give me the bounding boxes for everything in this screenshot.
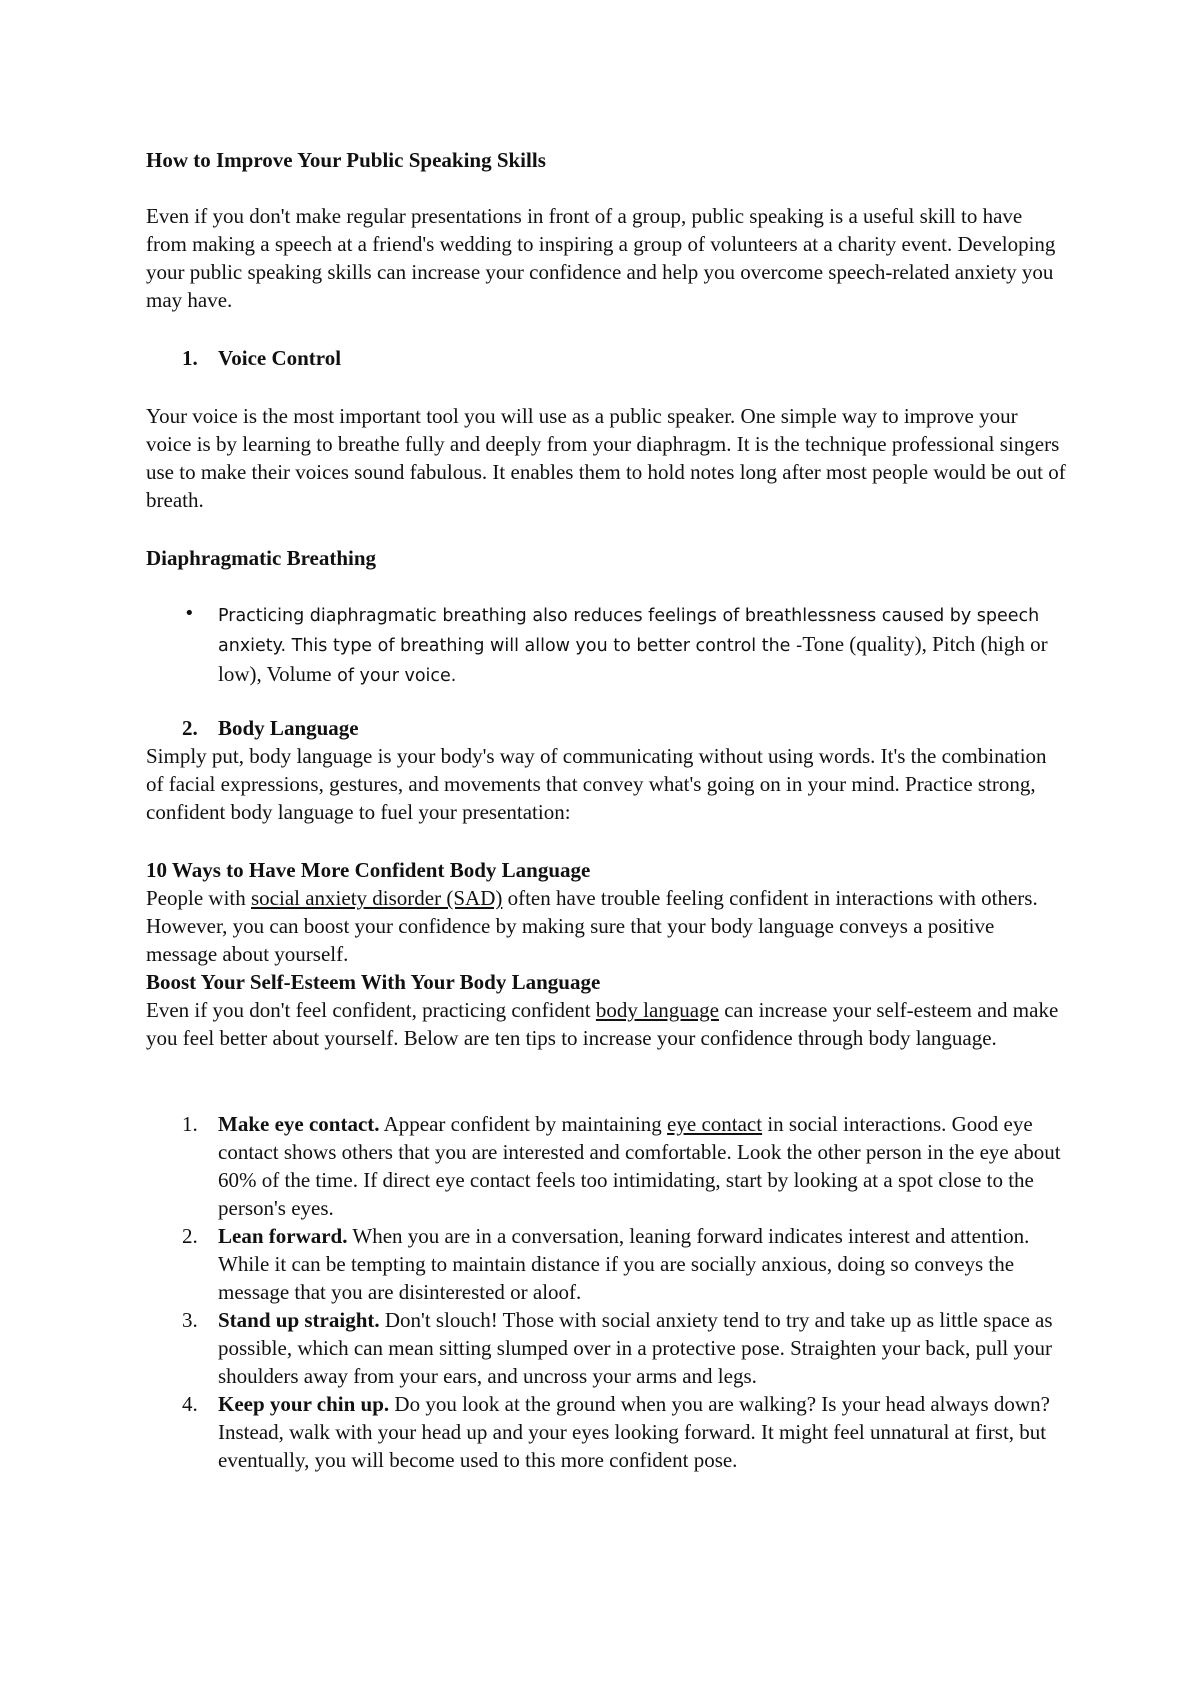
eye-contact-link[interactable]: eye contact [667, 1112, 763, 1136]
intro-paragraph: Even if you don't make regular presentations in front of a group, public speaking is a useful skill to have from making a speech at a friend's wedding to inspiring a group of volunteers at a charity event. Developing your public speaking skills can increase your confidence and help you overcome speech-related anxiety you may have. [146, 204, 1056, 312]
tip-item-stand-up-straight [146, 1306, 1066, 1390]
tip-number: 4. [182, 1392, 198, 1416]
boost-heading: Boost Your Self-Esteem With Your Body Language [146, 970, 601, 994]
ten-ways-text-before: People with [146, 886, 251, 910]
sad-link[interactable]: social anxiety disorder (SAD) [251, 886, 503, 910]
section-heading-voice-control [146, 344, 1066, 372]
bullet-icon: • [184, 603, 195, 624]
voice-control-paragraph: Your voice is the most important tool you will use as a public speaker. One simple way to improve your voice is by learning to breathe fully and deeply from your diaphragm. It is the technique professional singers use to make their voices sound fabulous. It enables them to hold notes long after most people would be out of breath. [146, 404, 1066, 512]
boost-text-after: can increase your self-esteem and make you feel better about yourself. Below are ten tips to increase your confidence through body language. [146, 998, 1059, 1050]
boost-text-before: Even if you don't feel confident, practicing confident [146, 998, 596, 1022]
bullet-text-part3: of your voice. [331, 666, 457, 686]
tip-title: Make eye contact. [218, 1112, 380, 1136]
body-language-link[interactable]: body language [595, 998, 719, 1022]
tip-title: Lean forward. [218, 1224, 348, 1248]
boost-paragraph [146, 996, 1066, 1052]
section-number: 2. [182, 716, 198, 740]
tip-item-lean-forward [146, 1222, 1066, 1306]
tips-list [146, 1110, 1066, 1474]
ten-ways-text-after: often have trouble feeling confident in interactions with others. However, you can boost your confidence by making sure that your body language conveys a positive message about yourself. [146, 886, 1038, 966]
tip-text: When you are in a conversation, leaning forward indicates interest and attention. While it can be tempting to maintain distance if you are socially anxious, doing so conveys the message that you are disinterested or aloof. [218, 1224, 1030, 1304]
bullet-text-part2: Tone (quality), Pitch (high or low), Volume [218, 632, 1048, 686]
tip-text: Don't slouch! Those with social anxiety tend to try and take up as little space as possible, which can mean sitting slumped over in a protective pose. Straighten your back, pull your shoulders away from your ears, and uncross your arms and legs. [218, 1308, 1053, 1388]
section-number: 1. [182, 346, 198, 370]
diaphragmatic-heading: Diaphragmatic Breathing [146, 546, 377, 570]
document-title: How to Improve Your Public Speaking Skills [146, 148, 546, 172]
ten-ways-paragraph [146, 884, 1066, 968]
tip-text-after: in social interactions. Good eye contact shows others that you are interested and comfortable. Look the other person in the eye about 60% of the time. If direct eye contact feels too intimidating, start by looking at a spot close to the person's eyes. [218, 1112, 1061, 1220]
ten-ways-heading: 10 Ways to Have More Confident Body Language [146, 858, 591, 882]
body-language-paragraph: Simply put, body language is your body's way of communicating without using words. It's the combination of facial expressions, gestures, and movements that convey what's going on in your mind. Practice strong, confident body language to fuel your presentation: [146, 744, 1047, 824]
tip-title: Stand up straight. [218, 1308, 380, 1332]
tip-item-eye-contact [146, 1110, 1066, 1222]
tip-number: 1. [182, 1112, 198, 1136]
tip-text-before: Appear confident by maintaining [379, 1112, 668, 1136]
tip-title: Keep your chin up. [218, 1392, 390, 1416]
bullet-text [218, 600, 1066, 690]
section-title: Voice Control [218, 346, 342, 370]
tip-text: Do you look at the ground when you are walking? Is your head always down? Instead, walk with your head up and your eyes looking forward. It might feel unnatural at first, but eventually, you will become used to this more confident pose. [218, 1392, 1050, 1472]
tip-number: 3. [182, 1308, 198, 1332]
section-title: Body Language [218, 716, 359, 740]
tip-number: 2. [182, 1224, 198, 1248]
bullet-text-part1: Practicing diaphragmatic breathing also reduces feelings of breathlessness caused by speech anxiety. This type of breathing will allow you to better control the - [218, 606, 1040, 656]
section-heading-body-language [146, 714, 1066, 742]
tip-item-chin-up [146, 1390, 1066, 1474]
